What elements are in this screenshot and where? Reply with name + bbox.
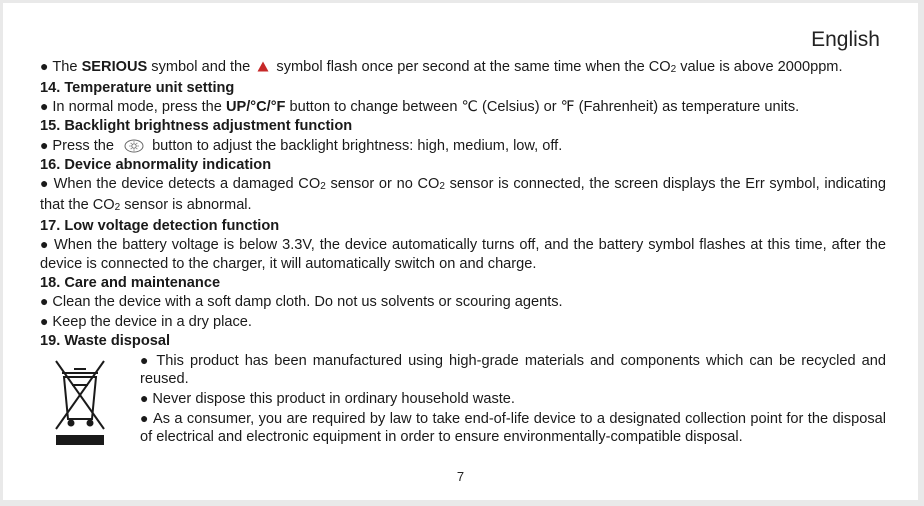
- backlight-button-icon: [124, 139, 144, 153]
- waste-disposal-block: [40, 351, 886, 448]
- warning-triangle-icon: [257, 61, 269, 72]
- bullet: ●: [140, 389, 153, 406]
- bullet: ●: [40, 313, 53, 330]
- section-15-text: ● Press the button to adjust the backlight brightness: high, medium, low, off.: [40, 136, 563, 154]
- intro-paragraph: ● The SERIOUS symbol and the symbol flash once per second at the same time when the $CO_2$ value is above 2000ppm.: [40, 58, 843, 75]
- crossed-out-wheelie-bin-icon: [54, 359, 106, 447]
- bullet: ●: [40, 98, 53, 115]
- language-label: English: [811, 28, 880, 51]
- bullet: ●: [140, 351, 157, 368]
- section-16-heading: 16. Device abnormality indication: [40, 156, 272, 173]
- bullet: ●: [40, 58, 53, 74]
- bullet: ●: [40, 136, 53, 153]
- section-19-item: ● As a consumer, you are required by law to take end-of-life device to a designated collection point for the disposal of electrical and electronic equipment in order to ensure environmentally-compatible disposal.: [140, 409, 886, 446]
- serious-symbol-label: SERIOUS: [81, 59, 148, 75]
- manual-content: [40, 57, 886, 447]
- manual-page: [3, 3, 918, 500]
- section-19-item: ● This product has been manufactured using high-grade materials and components which can be recycled and reused.: [140, 351, 886, 388]
- section-18-item: ● Clean the device with a soft damp cloth. Do not us solvents or scouring agents.: [40, 293, 563, 311]
- bullet: ●: [140, 409, 153, 426]
- section-18-item: ● Keep the device in a dry place.: [40, 313, 252, 331]
- page-number: 7: [456, 469, 465, 484]
- section-14-heading: 14. Temperature unit setting: [40, 79, 235, 96]
- section-15-heading: 15. Backlight brightness adjustment function: [40, 118, 353, 135]
- section-17-heading: 17. Low voltage detection function: [40, 217, 280, 234]
- section-18-heading: 18. Care and maintenance: [40, 274, 221, 291]
- section-19-item: ● Never dispose this product in ordinary household waste.: [140, 389, 515, 407]
- section-19-heading: 19. Waste disposal: [40, 332, 171, 349]
- waste-disposal-text: [140, 351, 886, 448]
- bullet: ●: [40, 236, 55, 253]
- bullet: ●: [40, 293, 53, 310]
- section-17-text: ● When the battery voltage is below 3.3V, the device automatically turns off, and the battery symbol flashes at this time, after the device is connected to the charger, it will automatically switch on and charge.: [40, 236, 886, 273]
- unit-button-label: UP/°C/°F: [225, 99, 286, 116]
- section-16-text: ● When the device detects a damaged $CO_2$ sensor or no $CO_2$ sensor is connected, the screen displays the Err symbol, indicating that the $CO_2$ sensor is abnormal.: [40, 175, 886, 213]
- bullet: ●: [40, 175, 54, 192]
- section-14-text: ● In normal mode, press the UP/°C/°F button to change between ℃ (Celsius) or ℉ (Fahrenheit) as temperature units.: [40, 98, 800, 116]
